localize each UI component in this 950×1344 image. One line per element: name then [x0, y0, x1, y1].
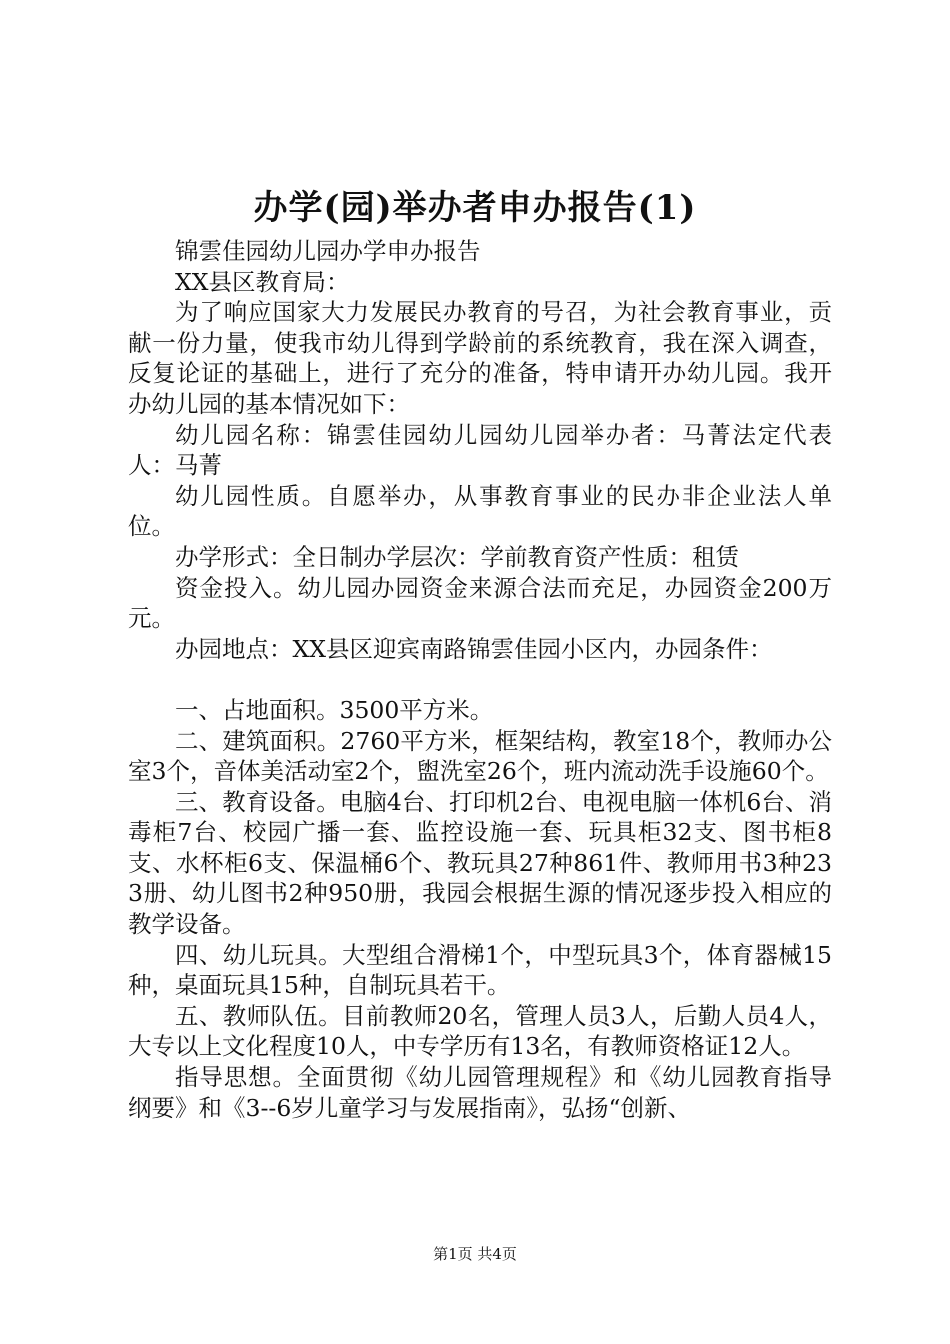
- paragraph-location: 办园地点：XX县区迎宾南路锦雲佳园小区内，办园条件：: [175, 634, 773, 663]
- paragraph-teachers: 五、教师队伍。目前教师20名，管理人员3人，后勤人员4人，大专以上文化程度10人，中专学历有13名，有教师资格证12人。: [128, 1001, 832, 1061]
- document-body: [128, 236, 832, 1123]
- paragraph-equipment: 三、教育设备。电脑4台、打印机2台、电视电脑一体机6台、消毒柜7台、校园广播一套、监控设施一套、玩具柜32支、图书柜8支、水杯柜6支、保温桶6个、教玩具27种861件、教师用书3种233册、幼儿图书2种950册，我园会根据生源的情况逐步投入相应的教学设备。: [128, 787, 832, 939]
- paragraph-land-area: 一、占地面积。3500平方米。: [175, 695, 494, 724]
- paragraph-intro: 为了响应国家大力发展民办教育的号召，为社会教育事业，贡献一份力量，使我市幼儿得到学龄前的系统教育，我在深入调查，反复论证的基础上，进行了充分的准备，特申请开办幼儿园。我开办幼儿园的基本情况如下：: [128, 298, 832, 418]
- document-title: 办学(园)举办者申办报告(1): [253, 188, 697, 228]
- paragraph-guiding-ideology: 指导思想。全面贯彻《幼儿园管理规程》和《幼儿园教育指导纲要》和《3--6岁儿童学习与发展指南》，弘扬“创新、: [128, 1063, 832, 1122]
- paragraph-form: 办学形式：全日制办学层次：学前教育资产性质：租赁: [175, 542, 739, 571]
- paragraph-kindergarten-name: 幼儿园名称：锦雲佳园幼儿园幼儿园举办者：马菁法定代表人：马菁: [128, 420, 832, 480]
- paragraph-funding: 资金投入。幼儿园办园资金来源合法而充足，办园资金200万元。: [128, 573, 832, 633]
- paragraph-report-name: 锦雲佳园幼儿园办学申办报告: [175, 237, 481, 265]
- paragraph-addressee: XX县区教育局：: [175, 267, 350, 296]
- paragraph-nature: 幼儿园性质。自愿举办，从事教育事业的民办非企业法人单位。: [128, 481, 832, 541]
- page-footer: 第1页 共4页: [433, 1245, 517, 1263]
- paragraph-toys: 四、幼儿玩具。大型组合滑梯1个，中型玩具3个，体育器械15种，桌面玩具15种，自制玩具若干。: [128, 940, 832, 1000]
- paragraph-building-area: 二、建筑面积。2760平方米，框架结构，教室18个，教师办公室3个，音体美活动室2个，盥洗室26个，班内流动洗手设施60个。: [128, 726, 832, 786]
